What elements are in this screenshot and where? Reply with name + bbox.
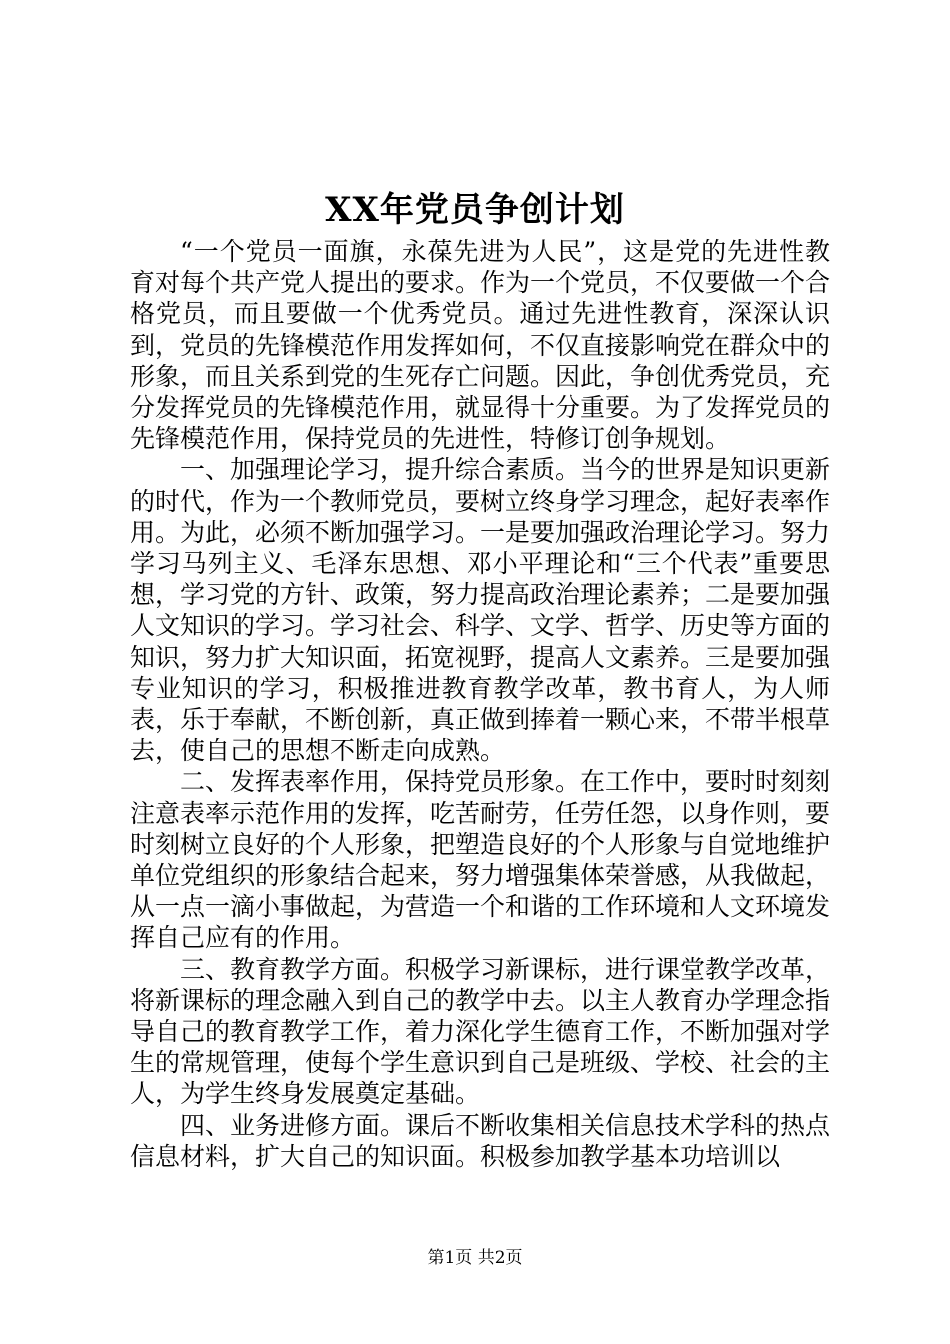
paragraph-section-4: 四、业务进修方面。课后不断收集相关信息技术学科的热点信息材料，扩大自己的知识面。积极参加教学基本功培训以 [130,1110,831,1171]
paragraph-section-1: 一、加强理论学习，提升综合素质。当今的世界是知识更新的时代，作为一个教师党员，要树立终身学习理念，起好表率作用。为此，必须不断加强学习。一是要加强政治理论学习。努力学习马列主义、毛泽东思想、邓小平理论和“三个代表”重要思想，学习党的方针、政策，努力提高政治理论素养；二是要加强人文知识的学习。学习社会、科学、文学、哲学、历史等方面的知识，努力扩大知识面，拓宽视野，提高人文素养。三是要加强专业知识的学习，积极推进教育教学改革，教书育人，为人师表，乐于奉献，不断创新，真正做到捧着一颗心来，不带半根草去，使自己的思想不断走向成熟。 [130,455,831,766]
paragraph-section-2: 二、发挥表率作用，保持党员形象。在工作中，要时时刻刻注意表率示范作用的发挥，吃苦耐劳，任劳任怨，以身作则，要时刻树立良好的个人形象，把塑造良好的个人形象与自觉地维护单位党组织的形象结合起来，努力增强集体荣誉感，从我做起，从一点一滴小事做起，为营造一个和谐的工作环境和人文环境发挥自己应有的作用。 [130,767,831,953]
document-title: XX年党员争创计划 [325,190,625,230]
page-number-footer: 第1页 共2页 [427,1248,523,1268]
paragraph-section-3: 三、教育教学方面。积极学习新课标，进行课堂教学改革，将新课标的理念融入到自己的教学中去。以主人教育办学理念指导自己的教育教学工作，着力深化学生德育工作，不断加强对学生的常规管理，使每个学生意识到自己是班级、学校、社会的主人，为学生终身发展奠定基础。 [130,954,831,1109]
paragraph-intro: “一个党员一面旗，永葆先进为人民”，这是党的先进性教育对每个共产党人提出的要求。作为一个党员，不仅要做一个合格党员，而且要做一个优秀党员。通过先进性教育，深深认识到，党员的先锋模范作用发挥如何，不仅直接影响党在群众中的形象，而且关系到党的生死存亡问题。因此，争创优秀党员，充分发挥党员的先锋模范作用，就显得十分重要。为了发挥党员的先锋模范作用，保持党员的先进性，特修订创争规划。 [130,237,831,454]
document-body [130,236,830,1172]
